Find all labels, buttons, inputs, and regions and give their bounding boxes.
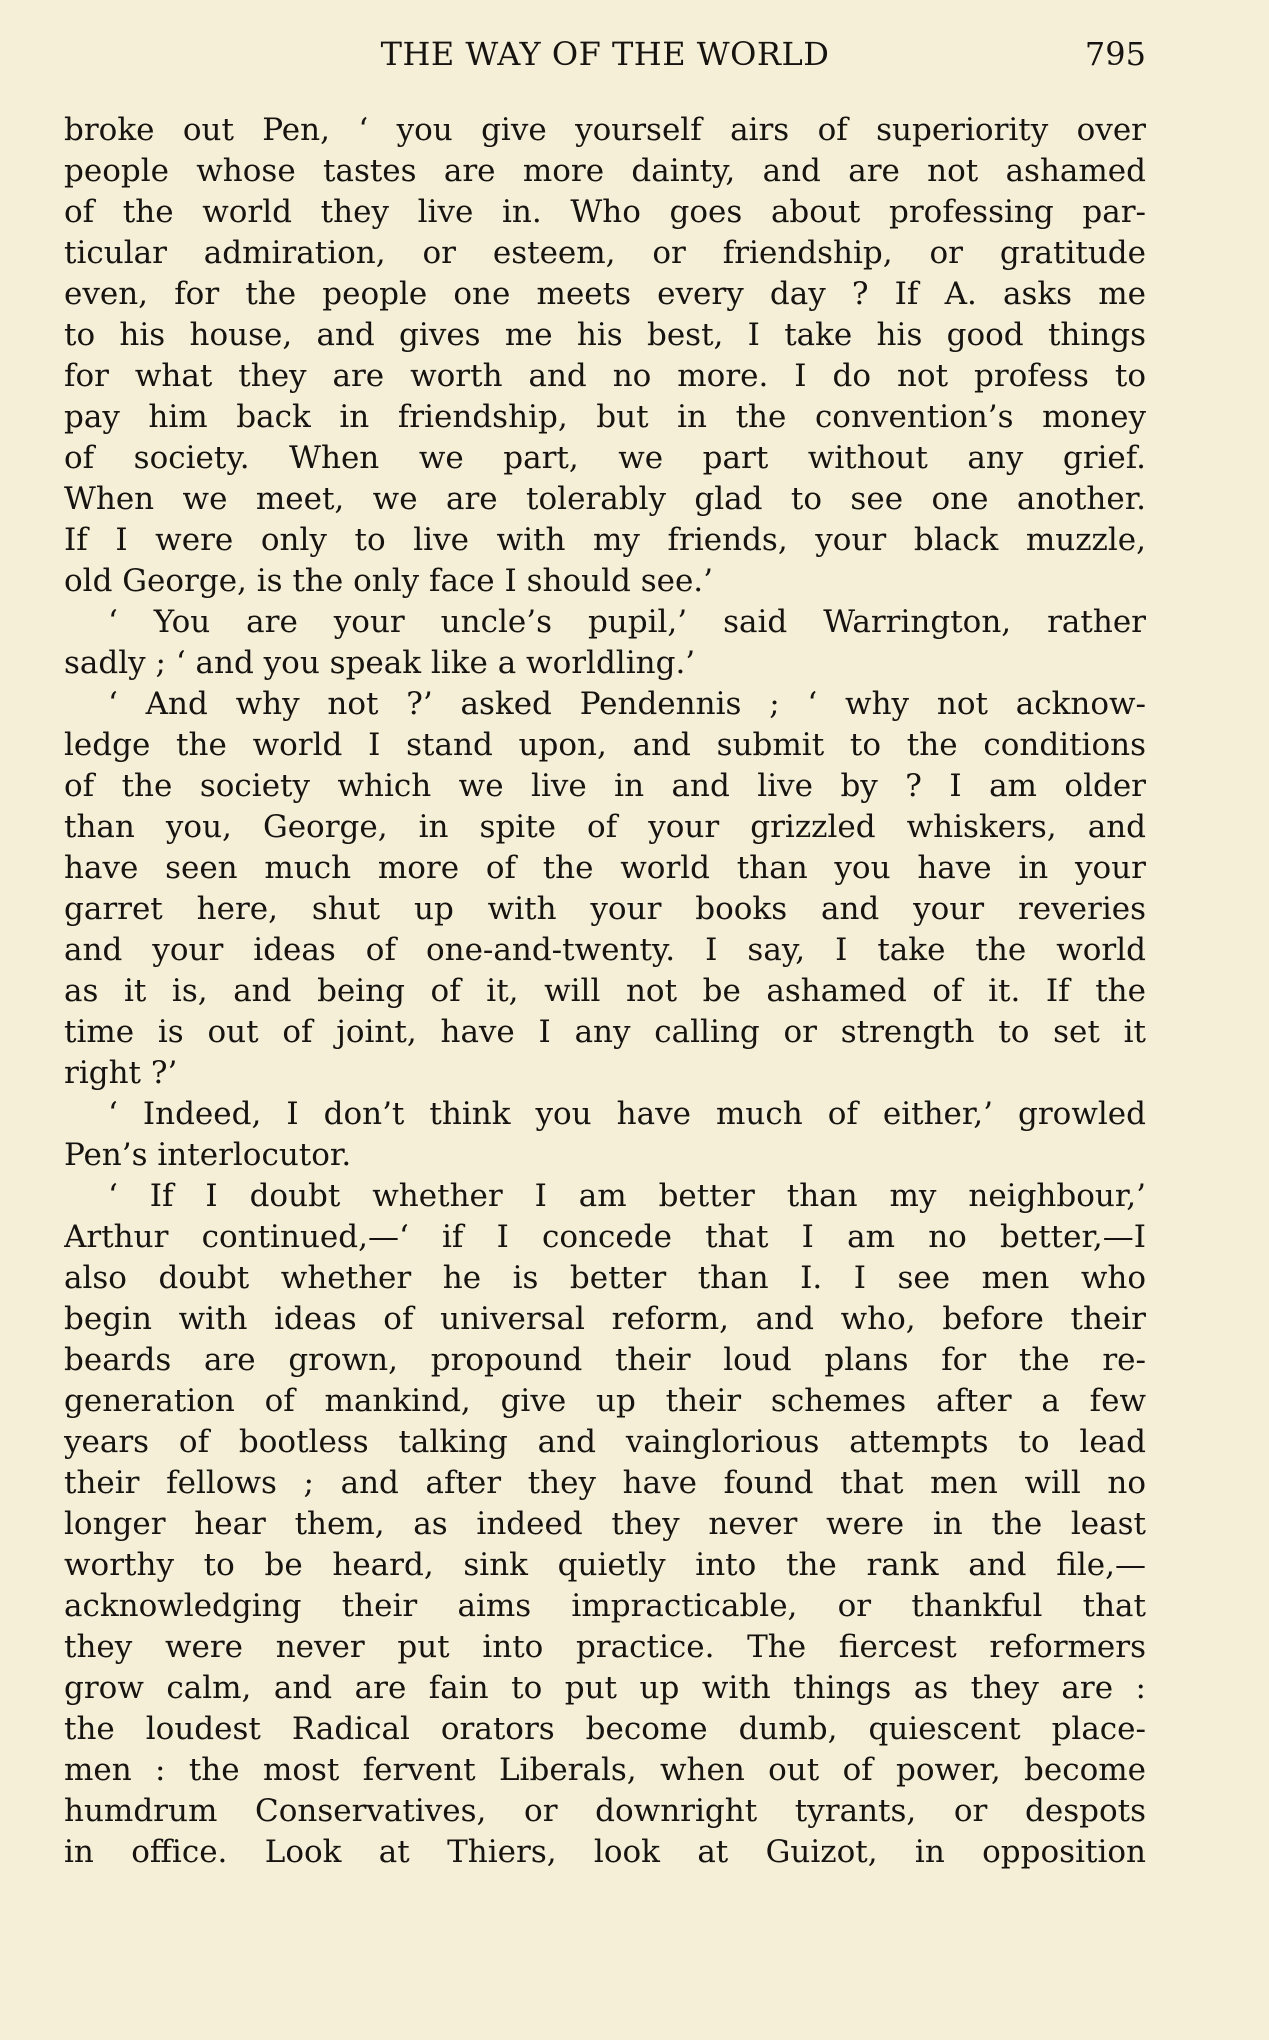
text-line: ‘ Indeed, I don’t think you have much of either,’ growled <box>108 1096 1146 1132</box>
text-line: as it is, and being of it, will not be ashamed of it. If the <box>64 973 1146 1009</box>
running-title: THE WAY OF THE WORLD <box>380 35 830 73</box>
text-line: years of bootless talking and vainglorious attempts to lead <box>64 1424 1146 1460</box>
text-line: ‘ And why not ?’ asked Pendennis ; ‘ why not acknow- <box>108 686 1146 722</box>
text-line: people whose tastes are more dainty, and are not ashamed <box>64 153 1146 189</box>
text-line: their fellows ; and after they have found that men will no <box>64 1465 1146 1501</box>
text-line: in office. Look at Thiers, look at Guizot, in opposition <box>64 1834 1146 1870</box>
text-line: If I were only to live with my friends, your black muzzle, <box>64 522 1146 558</box>
text-line: to his house, and gives me his best, I take his good things <box>64 317 1146 353</box>
text-line: ‘ If I doubt whether I am better than my neighbour,’ <box>108 1178 1146 1214</box>
page-number: 795 <box>1084 35 1146 73</box>
text-line: sadly ; ‘ and you speak like a worldling.’ <box>64 645 696 681</box>
text-line: ledge the world I stand upon, and submit to the conditions <box>64 727 1146 763</box>
text-line: and your ideas of one-and-twenty. I say, I take the world <box>64 932 1146 968</box>
running-head <box>64 30 1146 78</box>
text-line: of society. When we part, we part without any grief. <box>64 440 1146 476</box>
text-line: Pen’s interlocutor. <box>64 1137 352 1173</box>
text-line: than you, George, in spite of your grizzled whiskers, and <box>64 809 1146 845</box>
text-line: the loudest Radical orators become dumb, quiescent place- <box>64 1711 1146 1747</box>
text-line: longer hear them, as indeed they never were in the least <box>64 1506 1146 1542</box>
text-line: Arthur continued,—‘ if I concede that I am no better,—I <box>64 1219 1146 1255</box>
text-line: generation of mankind, give up their schemes after a few <box>64 1383 1146 1419</box>
text-line: ‘ You are your uncle’s pupil,’ said Warrington, rather <box>108 604 1146 640</box>
text-line: they were never put into practice. The fiercest reformers <box>64 1629 1146 1665</box>
text-line: for what they are worth and no more. I do not profess to <box>64 358 1146 394</box>
text-line: beards are grown, propound their loud plans for the re- <box>64 1342 1146 1378</box>
text-line: right ?’ <box>64 1055 178 1091</box>
text-line: garret here, shut up with your books and your reveries <box>64 891 1146 927</box>
text-line: also doubt whether he is better than I. I see men who <box>64 1260 1146 1296</box>
text-line: grow calm, and are fain to put up with things as they are : <box>64 1670 1146 1706</box>
text-line: ticular admiration, or esteem, or friendship, or gratitude <box>64 235 1146 271</box>
text-line: have seen much more of the world than you have in your <box>64 850 1146 886</box>
text-line: of the society which we live in and live by ? I am older <box>64 768 1146 804</box>
text-line: old George, is the only face I should see.’ <box>64 563 714 599</box>
text-line: When we meet, we are tolerably glad to see one another. <box>64 481 1146 517</box>
text-line: men : the most fervent Liberals, when out of power, become <box>64 1752 1146 1788</box>
text-line: acknowledging their aims impracticable, or thankful that <box>64 1588 1146 1624</box>
text-line: worthy to be heard, sink quietly into the rank and file,— <box>64 1547 1146 1583</box>
body-text <box>64 110 1146 1873</box>
text-line: begin with ideas of universal reform, and who, before their <box>64 1301 1146 1337</box>
text-line: broke out Pen, ‘ you give yourself airs of superiority over <box>64 112 1146 148</box>
text-line: of the world they live in. Who goes about professing par- <box>64 194 1146 230</box>
text-line: humdrum Conservatives, or downright tyrants, or despots <box>64 1793 1146 1829</box>
text-line: even, for the people one meets every day ? If A. asks me <box>64 276 1146 312</box>
text-line: pay him back in friendship, but in the convention’s money <box>64 399 1146 435</box>
text-line: time is out of joint, have I any calling or strength to set it <box>64 1014 1146 1050</box>
